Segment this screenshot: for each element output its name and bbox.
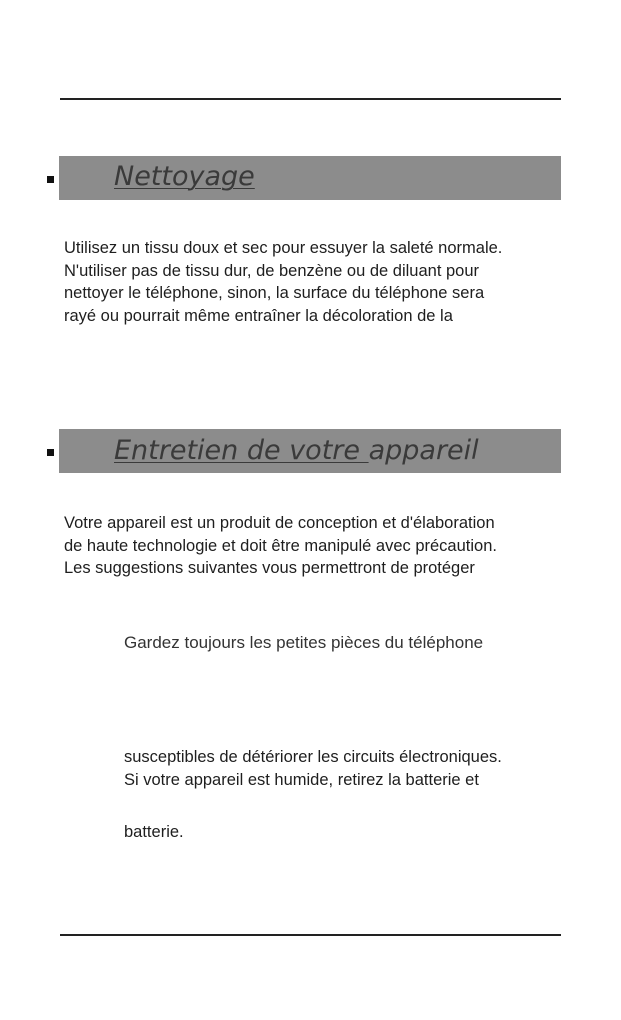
section-title-nettoyage [114,158,255,196]
top-rule [60,98,561,100]
section-title-rest: appareil [368,435,479,466]
paragraph-line: Utilisez un tissu doux et sec pour essuyer la saleté normale. [64,239,503,257]
care-item-line: susceptibles de détériorer les circuits électroniques. [124,748,502,766]
section-bullet-nettoyage [47,176,54,183]
care-item-small-parts: Gardez toujours les petites pièces du téléphone [124,633,484,652]
section-title-entretien [114,432,479,470]
paragraph-line: Votre appareil est un produit de conception et d'élaboration [64,514,495,532]
section-header-nettoyage [59,156,561,200]
entretien-paragraph [64,512,584,580]
care-item-battery: batterie. [124,823,184,841]
bottom-rule [60,934,561,936]
section-title-underlined: Entretien de votre [114,435,369,466]
paragraph-line: de haute technologie et doit être manipulé avec précaution. [64,536,497,555]
nettoyage-paragraph [64,237,584,328]
care-item-electronics [124,746,502,791]
paragraph-line: rayé ou pourrait même entraîner la décoloration de la [64,307,453,326]
section-bullet-entretien [47,449,54,456]
paragraph-line: N'utiliser pas de tissu dur, de benzène ou de diluant pour [64,261,480,280]
paragraph-line: nettoyer le téléphone, sinon, la surface du téléphone sera [64,284,485,303]
section-title-text: Nettoyage [114,161,255,192]
paragraph-line: Les suggestions suivantes vous permettront de protéger [64,559,475,578]
care-item-line: Si votre appareil est humide, retirez la batterie et [124,770,479,789]
section-header-entretien [59,429,561,473]
